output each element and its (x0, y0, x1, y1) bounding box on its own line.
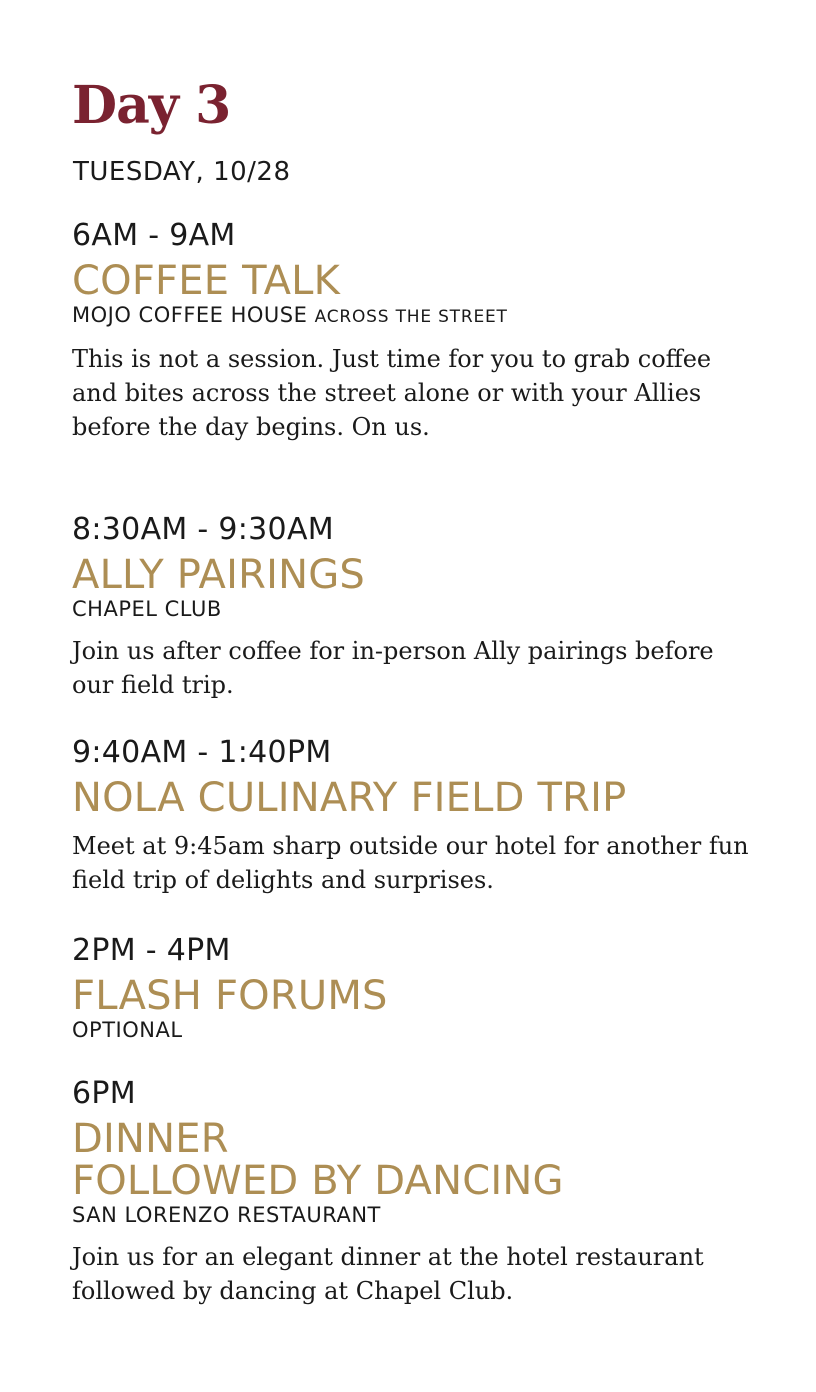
event-time: 2PM - 4PM (72, 933, 231, 968)
event-ally-pairings (72, 512, 772, 702)
event-culinary-field-trip (72, 735, 772, 897)
event-name (72, 1118, 772, 1202)
event-coffee-talk (72, 218, 772, 444)
event-description: Meet at 9:45am sharp outside our hotel for another fun field trip of delights and surprises. (72, 832, 749, 894)
venue-main: SAN LORENZO RESTAURANT (72, 1203, 381, 1227)
venue-main: CHAPEL CLUB (72, 597, 222, 621)
event-description: Join us for an elegant dinner at the hotel restaurant followed by dancing at Chapel Club. (72, 1243, 704, 1305)
event-name: COFFEE TALK (72, 258, 341, 304)
event-time: 6PM (72, 1076, 136, 1111)
event-dinner-dancing (72, 1076, 772, 1308)
event-venue (72, 596, 772, 622)
event-time: 8:30AM - 9:30AM (72, 512, 334, 547)
event-venue (72, 302, 772, 330)
venue-extra: ACROSS THE STREET (314, 307, 508, 327)
event-name: ALLY PAIRINGS (72, 552, 365, 598)
venue-main: MOJO COFFEE HOUSE (72, 303, 308, 327)
event-time: 9:40AM - 1:40PM (72, 735, 332, 770)
event-name: NOLA CULINARY FIELD TRIP (72, 775, 627, 821)
event-description: This is not a session. Just time for you to grab coffee and bites across the street alone or with your Allies before the day begins. On us. (72, 345, 712, 441)
event-venue (72, 1202, 772, 1228)
event-name-line-1: DINNER (72, 1116, 229, 1162)
day-date: TUESDAY, 10/28 (73, 157, 291, 187)
day-title: Day 3 (72, 75, 231, 136)
event-description: Join us after coffee for in-person Ally pairings before our field trip. (72, 637, 714, 699)
venue-main: OPTIONAL (72, 1018, 183, 1042)
event-venue (72, 1017, 772, 1043)
event-name-line-2: FOLLOWED BY DANCING (72, 1158, 564, 1204)
event-time: 6AM - 9AM (72, 218, 236, 253)
event-flash-forums (72, 933, 772, 1043)
event-name: FLASH FORUMS (72, 973, 388, 1019)
